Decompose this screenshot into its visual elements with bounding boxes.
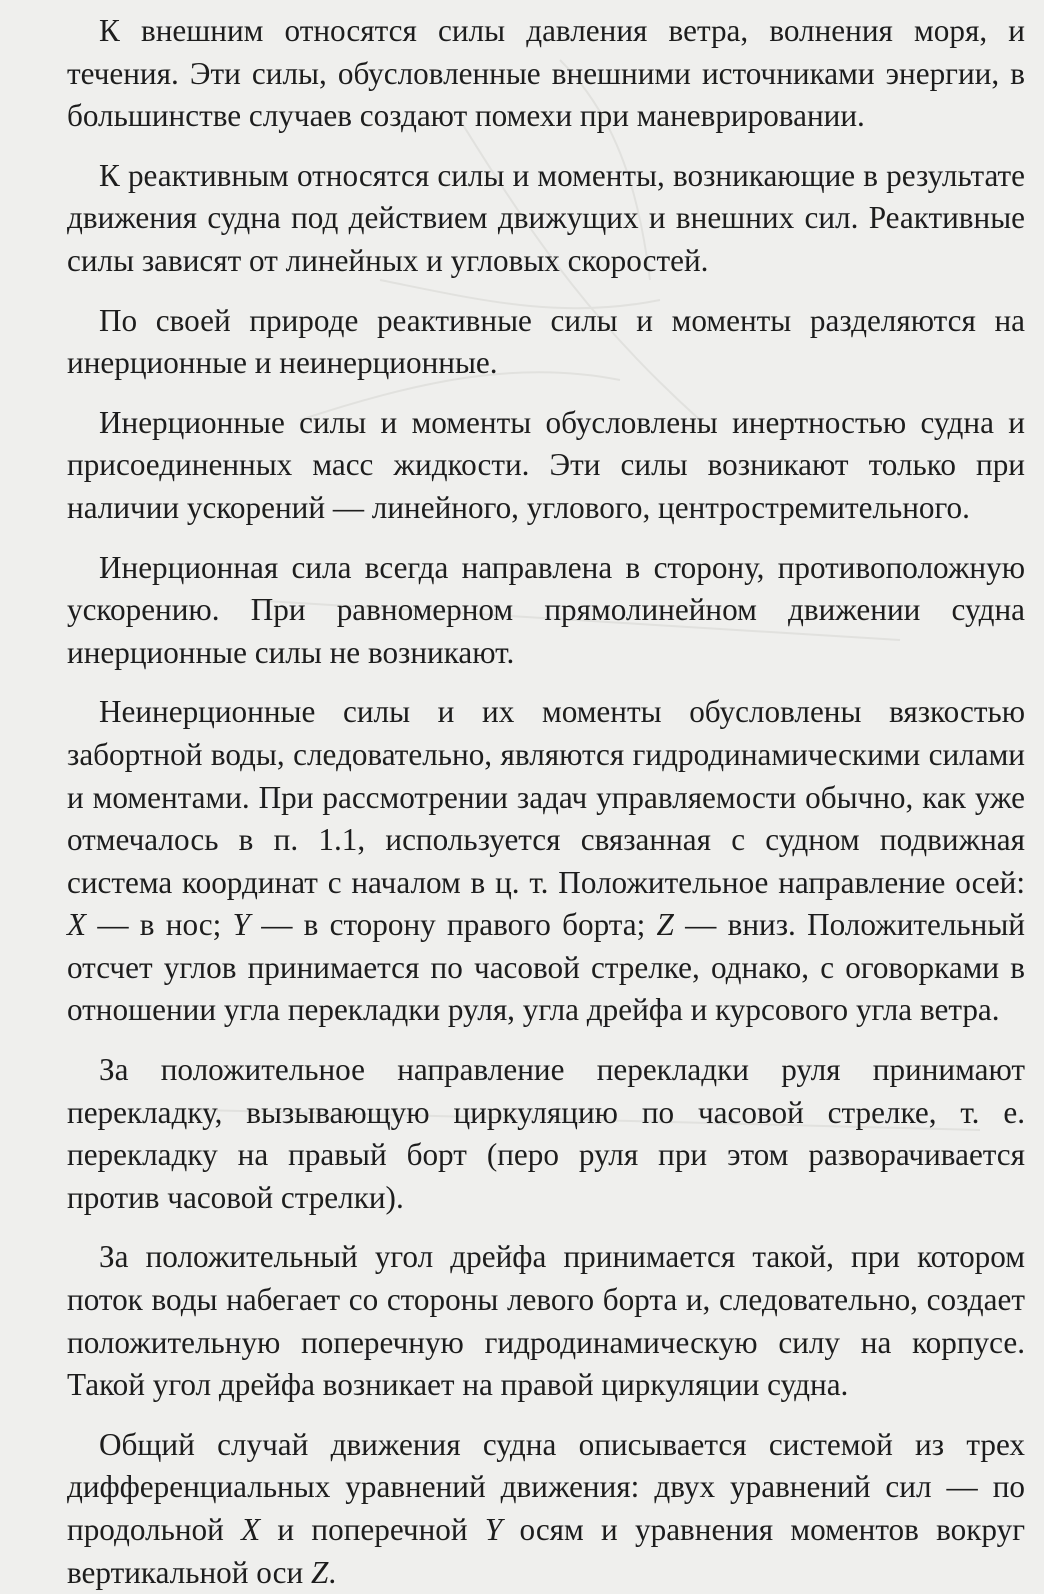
paragraph-text: За положительное направление перекладки руля принимают перекладку, вызывающую циркуляцию по часовой стрелке, т. е. перекладку на правый борт (перо руля при этом разворачивается против часовой стрелки). [67, 1052, 1025, 1215]
axis-variable: Z [310, 1554, 329, 1590]
paragraph [67, 155, 1025, 283]
axis-variable: X [241, 1512, 261, 1547]
axis-variable: X [67, 907, 87, 943]
paragraph [67, 691, 1025, 1032]
axis-variable: Y [484, 1512, 503, 1547]
paragraph [67, 10, 1025, 138]
axis-variable: Z [656, 907, 674, 943]
paragraph-text: Общий случай движения судна описывается системой из трех дифференциальных уравнений движения: двух уравнений сил — по продольной [67, 1426, 1025, 1547]
paragraph-text: — вниз. Положительный отсчет углов принимается по часовой стрелке, однако, с оговорками в отношении угла перекладки руля, угла дрейфа и курсового угла ветра. [67, 907, 1025, 1028]
paragraph-text: Инерционные силы и моменты обусловлены инертностью судна и присоединенных масс жидкости. Эти силы возникают только при наличии ускорений — линейного, углового, центростремительного. [67, 404, 1025, 525]
document-page [67, 10, 1025, 1594]
paragraph-text: Неинерционные силы и их моменты обусловлены вязкостью забортной воды, следовательно, являются гидродинамическими силами и моментами. При рассмотрении задач управляемости обычно, как уже отмечалось в п. 1.1, используется связанная с судном подвижная система координат с началом в ц. т. Положительное направление осей: [67, 694, 1025, 900]
axis-variable: Y [232, 907, 250, 943]
paragraph-text: К реактивным относятся силы и моменты, возникающие в результате движения судна под действием движущих и внешних сил. Реактивные силы зависят от линейных и угловых скоростей. [67, 157, 1025, 278]
paragraph [67, 1424, 1025, 1594]
paragraph-text: . [328, 1554, 337, 1590]
paragraph-text: и поперечной [260, 1512, 485, 1547]
paragraph [67, 547, 1025, 675]
paragraph-text: — в сторону правого борта; [249, 907, 657, 943]
paragraph [67, 300, 1025, 385]
paragraph [67, 1236, 1025, 1406]
paragraph-text: Инерционная сила всегда направлена в сторону, противоположную ускорению. При равномерном прямолинейном движении судна инерционные силы не возникают. [67, 549, 1025, 670]
paragraph-text: К внешним относятся силы давления ветра, волнения моря, и течения. Эти силы, обусловленные внешними источниками энергии, в большинстве случаев создают помехи при маневрировании. [67, 13, 1025, 134]
paragraph-text: осям и уравнения моментов вокруг вертикальной оси [67, 1512, 1025, 1590]
paragraph [67, 1049, 1025, 1219]
paragraph [67, 402, 1025, 530]
paragraph-text: За положительный угол дрейфа принимается такой, при котором поток воды набегает со стороны левого борта и, следовательно, создает положительную поперечную гидродинамическую силу на корпусе. Такой угол дрейфа возникает на правой циркуляции судна. [67, 1239, 1025, 1403]
paragraph-text: По своей природе реактивные силы и моменты разделяются на инерционные и неинерционные. [67, 302, 1025, 381]
paragraph-text: — в нос; [86, 907, 233, 943]
